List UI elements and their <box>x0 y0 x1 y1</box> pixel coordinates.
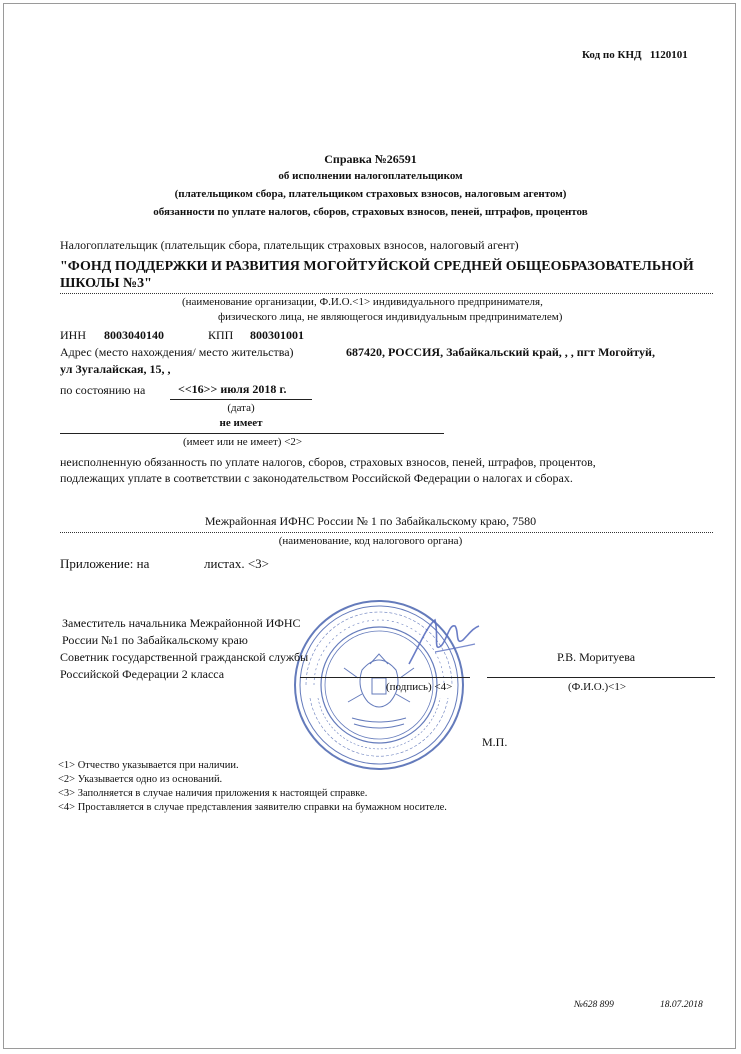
taxpayer-name-underline <box>60 293 713 294</box>
title-line-2: (плательщиком сбора, плательщиком страховых взносов, налоговым агентом) <box>174 188 567 200</box>
taxpayer-name-line-1: "ФОНД ПОДДЕРЖКИ И РАЗВИТИЯ МОГОЙТУЙСКОЙ СРЕДНЕЙ ОБЩЕОБРАЗОВАТЕЛЬНОЙ <box>60 259 694 274</box>
knd-label: Код по КНД <box>582 49 642 61</box>
has-obligation-value: не имеет <box>219 417 263 429</box>
title-line-1: об исполнении налогоплательщиком <box>278 170 463 182</box>
signatory-name: Р.В. Моритуева <box>557 650 636 664</box>
signatory-position-line-1: Заместитель начальника Межрайонной ИФНС <box>62 616 301 630</box>
signatory-position-line-2: России №1 по Забайкальскому краю <box>62 633 248 647</box>
taxpayer-label: Налогоплательщик (плательщик сбора, плательщик страховых взносов, налоговый агент) <box>60 238 519 252</box>
seal-place-label: М.П. <box>482 735 508 749</box>
footnote-1: <1> Отчество указывается при наличии. <box>58 760 239 771</box>
fio-note: (Ф.И.О.)<1> <box>568 681 627 693</box>
knd-code-line <box>582 49 688 61</box>
fio-underline <box>487 677 715 678</box>
address-label: Адрес (место нахождения/ место жительства) <box>60 345 294 359</box>
obligation-line-2: подлежащих уплате в соответствии с законодательством Российской Федерации о налогах и сборах. <box>60 471 573 485</box>
tax-authority-note: (наименование, код налогового органа) <box>278 535 463 547</box>
footer-doc-number: №628 899 <box>574 1000 614 1010</box>
inn-label: ИНН <box>60 328 86 342</box>
has-obligation-note: (имеет или не имеет) <2> <box>183 436 303 448</box>
has-obligation-underline <box>60 433 444 434</box>
attachment-label: Приложение: на <box>60 556 150 571</box>
signature-note: (подпись) <4> <box>386 681 453 693</box>
footnote-4: <4> Проставляется в случае представления заявителю справки на бумажном носителе. <box>58 802 447 813</box>
as-of-label: по состоянию на <box>60 383 146 397</box>
certificate-number: Справка №26591 <box>324 152 417 166</box>
tax-authority-name: Межрайонная ИФНС России № 1 по Забайкальскому краю, 7580 <box>204 514 537 528</box>
footer-doc-date: 18.07.2018 <box>660 1000 703 1010</box>
knd-code: 1120101 <box>649 49 688 61</box>
title-line-3: обязанности по уплате налогов, сборов, страховых взносов, пеней, штрафов, процентов <box>153 206 588 218</box>
footnote-3: <3> Заполняется в случае наличия приложения к настоящей справке. <box>58 788 368 799</box>
signatory-position-line-3: Советник государственной гражданской службы <box>60 650 309 664</box>
address-line-1: 687420, РОССИЯ, Забайкальский край, , , пгт Могойтуй, <box>346 345 655 359</box>
taxpayer-name-note-2: физического лица, не являющегося индивидуальным предпринимателем) <box>218 311 563 323</box>
inn-value: 8003040140 <box>104 328 164 342</box>
obligation-line-1: неисполненную обязанность по уплате налогов, сборов, страховых взносов, пеней, штрафов, процентов, <box>60 455 596 469</box>
kpp-value: 800301001 <box>250 328 304 342</box>
address-line-2: ул Зугалайская, 15, , <box>60 362 171 376</box>
attachment-sheets: листах. <3> <box>204 556 269 571</box>
kpp-label: КПП <box>208 328 234 342</box>
signatory-position-line-4: Российской Федерации 2 класса <box>60 667 225 681</box>
taxpayer-name-note-1: (наименование организации, Ф.И.О.<1> индивидуального предпринимателя, <box>182 296 543 308</box>
tax-authority-underline <box>60 532 713 533</box>
date-note: (дата) <box>227 402 255 414</box>
date-underline <box>170 399 312 400</box>
signature-scribble <box>405 606 485 676</box>
signature-underline <box>300 677 470 678</box>
footnote-2: <2> Указывается одно из оснований. <box>58 774 223 785</box>
taxpayer-name-line-2: ШКОЛЫ №3" <box>60 276 152 291</box>
date-value: <<16>> июля 2018 г. <box>178 382 287 396</box>
